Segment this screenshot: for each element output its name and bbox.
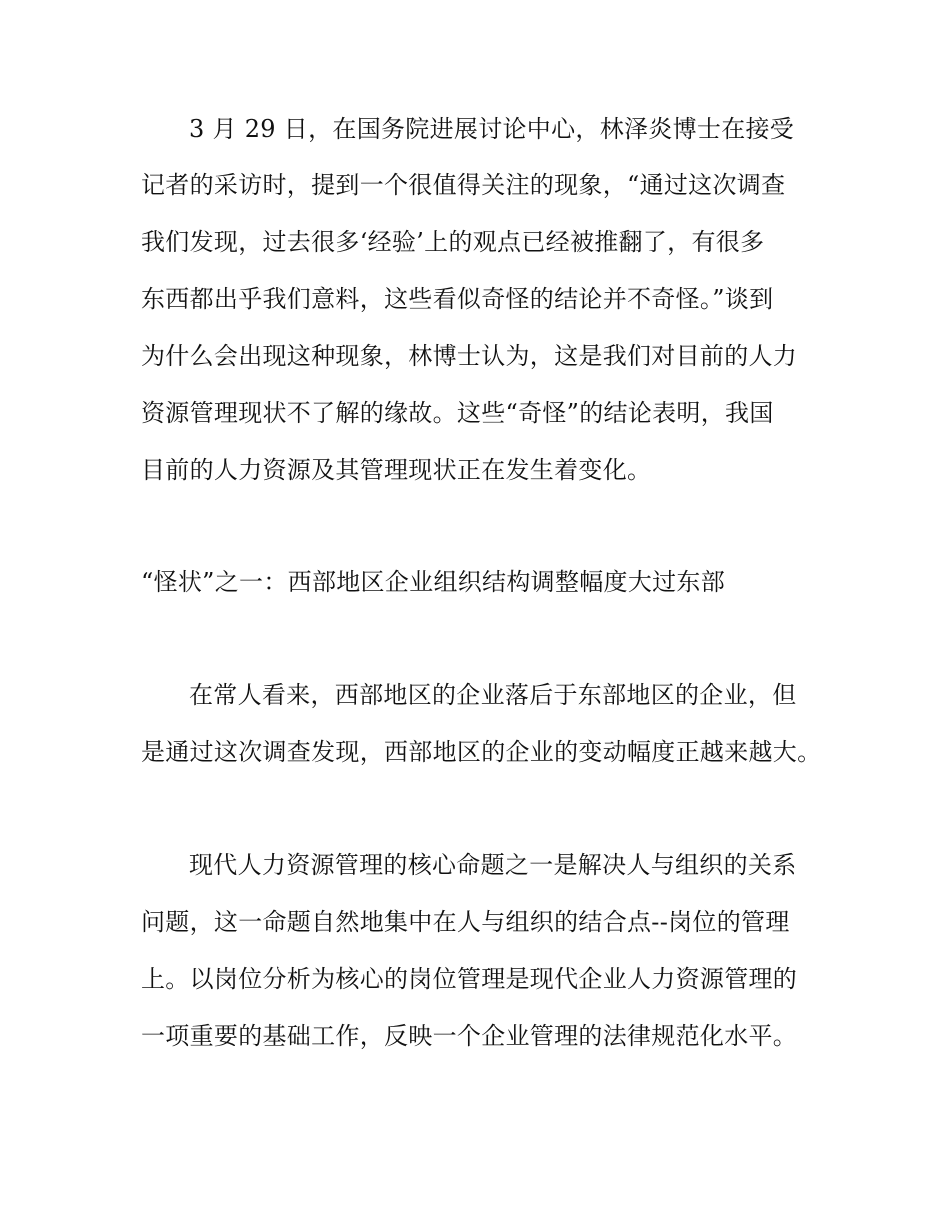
paragraph-1-line-6: 资源管理现状不了解的缘故。这些“奇怪”的结论表明，我国 [141,399,774,427]
paragraph-1-line-4: 东西都出乎我们意料，这些看似奇怪的结论并不奇怪。”谈到 [141,285,774,313]
section-heading: “怪状”之一：西部地区企业组织结构调整幅度大过东部 [141,568,726,596]
paragraph-2-line-2: 是通过这次调查发现，西部地区的企业的变动幅度正越来越大。 [141,738,822,766]
paragraph-1-line-3: 我们发现，过去很多‘经验’上的观点已经被推翻了，有很多 [141,228,765,256]
paragraph-3-line-3: 上。以岗位分析为核心的岗位管理是现代企业人力资源管理的 [141,965,798,993]
paragraph-2-line-1: 在常人看来，西部地区的企业落后于东部地区的企业，但 [189,681,797,709]
paragraph-1-line-2: 记者的采访时，提到一个很值得关注的现象，“通过这次调查 [141,171,786,199]
paragraph-3-line-1: 现代人力资源管理的核心命题之一是解决人与组织的关系 [189,851,797,879]
paragraph-1-line-1: 3 月 29 日，在国务院进展讨论中心，林泽炎博士在接受 [189,115,795,143]
paragraph-1-line-5: 为什么会出现这种现象，林博士认为，这是我们对目前的人力 [141,342,798,370]
paragraph-3-line-4: 一项重要的基础工作，反映一个企业管理的法律规范化水平。 [141,1022,798,1050]
paragraph-1-line-7: 目前的人力资源及其管理现状正在发生着变化。 [141,456,652,484]
paragraph-3-line-2: 问题，这一命题自然地集中在人与组织的结合点--岗位的管理 [141,908,790,936]
